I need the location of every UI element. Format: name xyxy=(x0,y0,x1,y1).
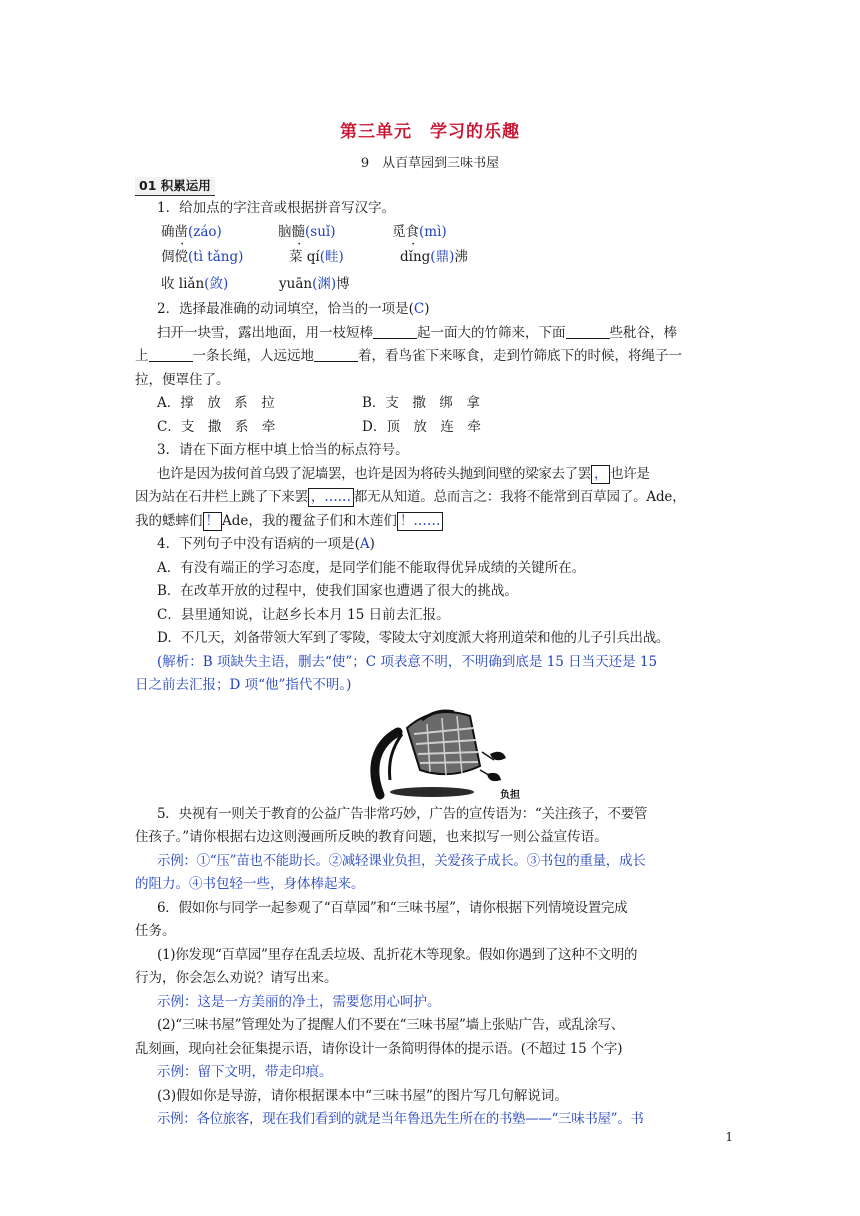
q6-sub2-line2: 乱刻画，现向社会征集提示语，请你设计一条简明得体的提示语。(不超过 15 个字) xyxy=(135,1040,623,1057)
q2-stem: 2．选择最准确的动词填空，恰当的一项是(C) xyxy=(157,301,430,317)
q6-example1: 示例：这是一方美丽的净土，需要您用心呵护。 xyxy=(157,993,441,1010)
unit-title: 第三单元 学习的乐趣 xyxy=(340,122,520,142)
q3-passage-line3: 我的蟋蟀们 ！ Ade，我的覆盆子们和木莲们 ！…… xyxy=(135,510,731,534)
lesson-title: 9 从百草园到三味书屋 xyxy=(360,156,500,171)
q4-option-a: A．有没有端正的学习态度，是同学们能不能取得优异成绩的关键所在。 xyxy=(157,559,586,576)
content xyxy=(135,175,731,1132)
q4-analysis-line2: 日之前去汇报；D 项“他”指代不明。) xyxy=(135,677,352,693)
section-heading: 01 积累运用 xyxy=(135,177,215,196)
q2-passage-line1: 扫开一块雪，露出地面，用一枝短棒 起一面大的竹筛来，下面 些秕谷，棒 xyxy=(157,324,677,341)
q6-sub1-line2: 行为，你会怎么劝说？请写出来。 xyxy=(135,970,338,986)
q6-line2: 任务。 xyxy=(135,923,176,939)
q2-options-row1: A．撑 放 系 拉 B．支 撒 绑 拿 xyxy=(157,395,480,411)
q5-line2: 住孩子。”请你根据右边这则漫画所反映的教育问题，也来拟写一则公益宣传语。 xyxy=(135,829,608,845)
q1-row1: 确凿(záo) 脑髓(suǐ) 觅食(mì) xyxy=(161,223,447,240)
q4-option-b: B．在改革开放的过程中，使我们国家也遭遇了很大的挑战。 xyxy=(157,583,518,599)
q6-sub3: (3)假如你是导游，请你根据课本中“三味书屋”的图片写几句解说词。 xyxy=(157,1087,568,1104)
q3-stem: 3．请在下面方框中填上恰当的标点符号。 xyxy=(157,442,409,458)
q6-example3: 示例：各位旅客，现在我们看到的就是当年鲁迅先生所在的书塾——“三味书屋”。书 xyxy=(157,1111,644,1127)
q3-box2: ，…… xyxy=(308,488,354,507)
q5-example-line2: 的阻力。④书包轻一些，身体棒起来。 xyxy=(135,876,365,892)
q6-line1: 6．假如你与同学一起参观了“百草园”和“三味书屋”，请你根据下列情境设置完成 xyxy=(157,899,628,916)
q3-passage-line2: 因为站在石井栏上跳了下来罢 ，…… 都无从知道。总而言之：我将不能常到百草园了。Ade， xyxy=(135,489,686,505)
q3-box1: ， xyxy=(591,465,610,484)
q1-row2: 倜傥(tì tǎng) 菜 qí(畦) dǐng(鼎)沸 xyxy=(161,249,468,265)
q4-option-d: D．不几天，刘备带领大军到了零陵，零陵太守刘度派大将刑道荣和他的儿子引兵出战。 xyxy=(157,630,670,646)
q5-line1: 5．央视有一则关于教育的公益广告非常巧妙，广告的宣传语为：“关注孩子，不要管 xyxy=(157,805,648,822)
q5-example-line1: 示例：①“压”苗也不能助长。②减轻课业负担，关爱孩子成长。③书包的重量，成长 xyxy=(157,852,646,869)
cartoon-illustration xyxy=(135,698,731,803)
backpack-burden-icon xyxy=(362,700,522,802)
q3-passage-line1: 也许是因为拔何首乌毁了泥墙罢，也许是因为将砖头抛到间壁的梁家去了罢 ， 也许是 xyxy=(157,465,650,482)
q2-passage-line3: 拉，便罩住了。 xyxy=(135,371,230,388)
q2-answer: C xyxy=(413,301,425,317)
q4-analysis-line1: (解析：B 项缺失主语，删去“使”；C 项表意不明，不明确到底是 15 日当天还是 15 xyxy=(157,653,658,670)
q4-stem: 4．下列句子中没有语病的一项是(A) xyxy=(157,536,375,552)
q4-option-c: C．县里通知说，让赵乡长本月 15 日前去汇报。 xyxy=(157,606,450,623)
q6-sub2-line1: (2)“三味书屋”管理处为了提醒人们不要在“三味书屋”墙上张贴广告，或乱涂写、 xyxy=(157,1017,625,1033)
q2-options-row2: C．支 撒 系 牵 D．顶 放 连 牵 xyxy=(157,418,481,435)
page-number: 1 xyxy=(725,1130,733,1144)
q2-passage-line2: 上 一条长绳，人远远地 着，看鸟雀下来啄食，走到竹筛底下的时候，将绳子一 xyxy=(135,348,682,364)
illustration-label: 负担 xyxy=(500,789,520,801)
q1-stem: 1．给加点的字注音或根据拼音写汉字。 xyxy=(157,200,396,216)
q4-answer: A xyxy=(359,536,370,552)
q1-row3: 收 liǎn(敛) yuān(渊)博 xyxy=(161,276,350,292)
q6-example2: 示例：留下文明，带走印痕。 xyxy=(157,1064,333,1080)
q3-box4: ！…… xyxy=(397,512,444,531)
q3-box3: ！ xyxy=(203,512,223,531)
q6-sub1-line1: (1)你发现“百草园”里存在乱丢垃圾、乱折花木等现象。假如你遇到了这种不文明的 xyxy=(157,946,638,963)
